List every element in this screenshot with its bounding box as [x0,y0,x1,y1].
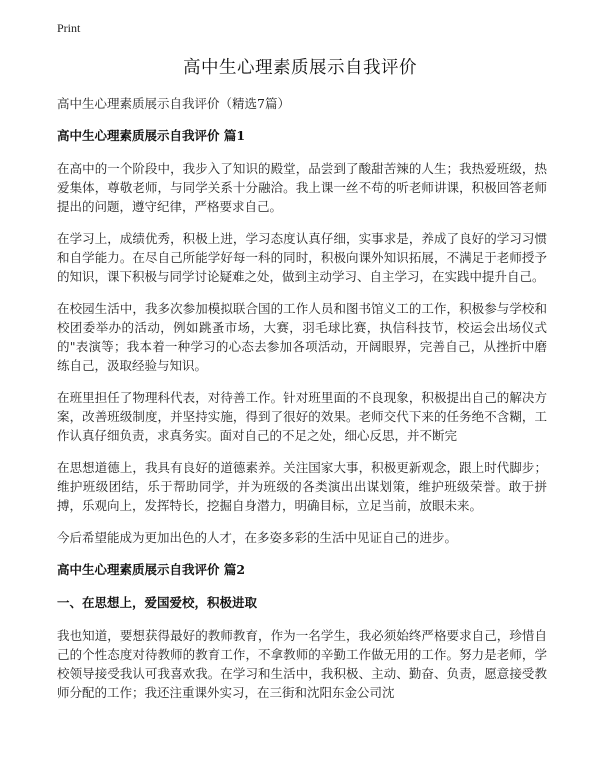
print-link[interactable]: Print [57,21,81,35]
page-title: 高中生心理素质展示自我评价 [183,58,417,78]
section-heading-1: 高中生心理素质展示自我评价 篇1 [57,128,246,143]
paragraph: 我也知道，要想获得最好的教师教育，作为一名学生，我必须始终严格要求自己，珍惜自己的个性态度对待教师的教育工作，不拿教师的辛勤工作做无用的工作。努力是老师，学校领导接受我认可我喜欢我。在学习和生活中，我积极、主动、勤奋、负责，愿意接受教师分配的工作；我还注重课外实习，在三街和沈阳东金公司沈 [57,628,547,700]
paragraph: 今后希望能成为更加出色的人才，在多姿多彩的生活中见证自己的进步。 [57,530,458,545]
paragraph: 在班里担任了物理科代表，对待善工作。针对班里面的不良现象，积极提出自己的解决方案，改善班级制度，并坚持实施，得到了很好的效果。老师交代下来的任务绝不含糊，工作认真仔细负责，求真务实。面对自己的不足之处，细心反思，并不断完 [57,390,547,443]
paragraph: 在思想道德上，我具有良好的道德素养。关注国家大事，积极更新观念，跟上时代脚步；维护班级团结，乐于帮助同学，并为班级的各类演出出谋划策，维护班级荣誉。敢于拼搏，乐观向上，发挥特长，挖掘自身潜力，明确目标，立足当前，放眼未来。 [57,460,547,513]
paragraph: 在校园生活中，我多次参加模拟联合国的工作人员和图书馆义工的工作，积极参与学校和校团委举办的活动，例如跳蚤市场，大赛，羽毛球比赛，执信科技节，校运会出场仪式的"表演等；我本着一种学习的心态去参加各项活动，开阔眼界，完善自己，从挫折中磨练自己，汲取经验与知识。 [57,301,547,373]
paragraph: 在学习上，成绩优秀，积极上进，学习态度认真仔细，实事求是，养成了良好的学习习惯和自学能力。在尽自己所能学好每一科的同时，积极向课外知识拓展，不满足于老师授予的知识，课下积极与同学讨论疑难之处，做到主动学习、自主学习，在实践中提升自己。 [57,231,547,284]
document-body [57,126,547,715]
document-subtitle: 高中生心理素质展示自我评价（精选7篇） [57,96,290,111]
paragraph: 在高中的一个阶段中，我步入了知识的殿堂，品尝到了酸甜苦辣的人生；我热爱班级，热爱集体，尊敬老师，与同学关系十分融洽。我上课一丝不苟的听老师讲课，积极回答老师提出的问题，遵守纪律，严格要求自己。 [57,161,547,214]
section-heading-2: 高中生心理素质展示自我评价 篇2 [57,562,246,577]
sub-heading: 一、在思想上，爱国爱校，积极进取 [57,595,258,610]
